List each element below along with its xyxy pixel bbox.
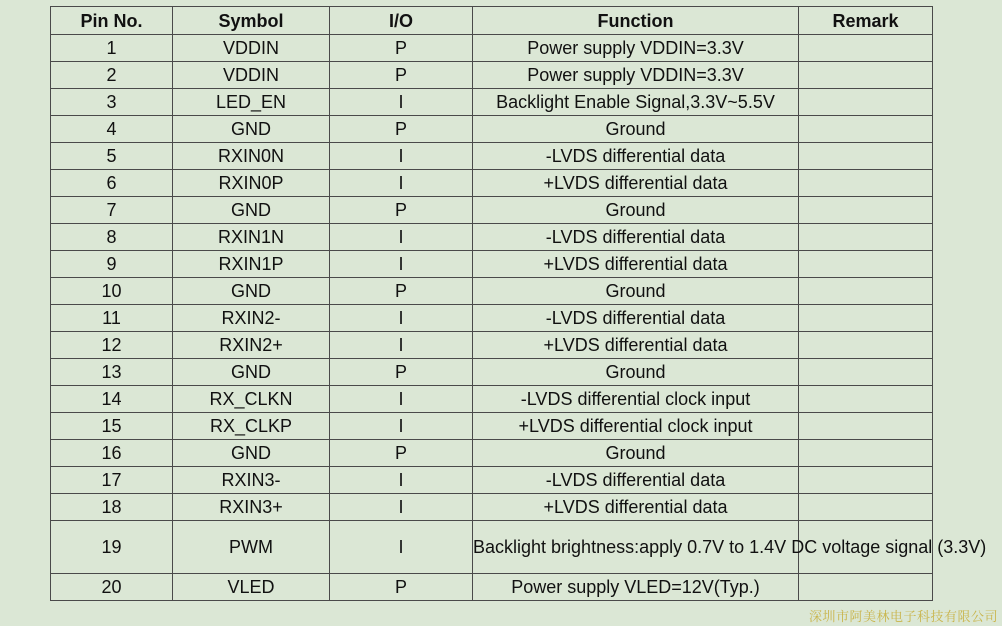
cell-symbol: RXIN2+: [173, 332, 330, 359]
header-remark: Remark: [799, 7, 933, 35]
cell-pin-no: 4: [51, 116, 173, 143]
table-row: [51, 521, 933, 574]
cell-function: Ground: [473, 278, 799, 305]
cell-remark: [799, 494, 933, 521]
company-watermark: 深圳市阿美林电子科技有限公司: [808, 610, 998, 625]
table-row: [51, 278, 933, 305]
cell-function: Power supply VDDIN=3.3V: [473, 35, 799, 62]
cell-pin-no: 19: [51, 521, 173, 574]
cell-function: +LVDS differential data: [473, 170, 799, 197]
cell-pin-no: 11: [51, 305, 173, 332]
cell-pin-no: 20: [51, 574, 173, 601]
table-row: [51, 494, 933, 521]
cell-symbol: RXIN1P: [173, 251, 330, 278]
cell-remark: [799, 413, 933, 440]
cell-symbol: RX_CLKN: [173, 386, 330, 413]
cell-symbol: GND: [173, 278, 330, 305]
header-function: Function: [473, 7, 799, 35]
header-pin-no: Pin No.: [51, 7, 173, 35]
cell-symbol: GND: [173, 359, 330, 386]
cell-symbol: RXIN2-: [173, 305, 330, 332]
cell-pin-no: 2: [51, 62, 173, 89]
cell-symbol: RXIN3-: [173, 467, 330, 494]
cell-pin-no: 17: [51, 467, 173, 494]
cell-symbol: RXIN1N: [173, 224, 330, 251]
table-row: [51, 413, 933, 440]
table-row: [51, 143, 933, 170]
cell-remark: [799, 170, 933, 197]
cell-symbol: VDDIN: [173, 62, 330, 89]
table-header-row: [51, 7, 933, 35]
cell-remark: [799, 574, 933, 601]
cell-function: Ground: [473, 197, 799, 224]
cell-io: P: [330, 440, 473, 467]
cell-function: +LVDS differential clock input: [473, 413, 799, 440]
table-row: [51, 224, 933, 251]
header-symbol: Symbol: [173, 7, 330, 35]
cell-function: Power supply VDDIN=3.3V: [473, 62, 799, 89]
cell-io: I: [330, 521, 473, 574]
cell-pin-no: 1: [51, 35, 173, 62]
cell-pin-no: 12: [51, 332, 173, 359]
cell-remark: [799, 386, 933, 413]
cell-remark: [799, 197, 933, 224]
cell-function: Power supply VLED=12V(Typ.): [473, 574, 799, 601]
cell-function: -LVDS differential data: [473, 224, 799, 251]
table-row: [51, 574, 933, 601]
table-row: [51, 170, 933, 197]
cell-io: P: [330, 278, 473, 305]
cell-symbol: GND: [173, 197, 330, 224]
cell-symbol: RXIN3+: [173, 494, 330, 521]
cell-remark: [799, 62, 933, 89]
cell-io: I: [330, 305, 473, 332]
cell-io: I: [330, 413, 473, 440]
cell-remark: [799, 89, 933, 116]
table-row: [51, 89, 933, 116]
table-row: [51, 251, 933, 278]
cell-io: P: [330, 197, 473, 224]
cell-function: Backlight brightness:apply 0.7V to 1.4V DC voltage signal (3.3V): [473, 521, 799, 574]
header-io: I/O: [330, 7, 473, 35]
cell-symbol: LED_EN: [173, 89, 330, 116]
cell-pin-no: 6: [51, 170, 173, 197]
cell-pin-no: 3: [51, 89, 173, 116]
cell-io: P: [330, 359, 473, 386]
cell-pin-no: 16: [51, 440, 173, 467]
cell-io: I: [330, 494, 473, 521]
table-row: [51, 305, 933, 332]
cell-symbol: VLED: [173, 574, 330, 601]
cell-pin-no: 18: [51, 494, 173, 521]
table-row: [51, 386, 933, 413]
cell-symbol: RXIN0N: [173, 143, 330, 170]
pin-assignment-table: [50, 6, 987, 601]
cell-function: -LVDS differential data: [473, 305, 799, 332]
cell-remark: [799, 143, 933, 170]
table-row: [51, 467, 933, 494]
cell-function: Ground: [473, 359, 799, 386]
cell-remark: [799, 35, 933, 62]
cell-function: Backlight Enable Signal,3.3V~5.5V: [473, 89, 799, 116]
cell-remark: [799, 359, 933, 386]
cell-io: I: [330, 143, 473, 170]
cell-remark: [799, 467, 933, 494]
cell-symbol: RX_CLKP: [173, 413, 330, 440]
cell-io: P: [330, 116, 473, 143]
cell-pin-no: 7: [51, 197, 173, 224]
cell-function: Ground: [473, 440, 799, 467]
table-row: [51, 332, 933, 359]
table-row: [51, 35, 933, 62]
cell-io: P: [330, 35, 473, 62]
cell-symbol: RXIN0P: [173, 170, 330, 197]
cell-remark: [799, 116, 933, 143]
cell-pin-no: 14: [51, 386, 173, 413]
cell-function: +LVDS differential data: [473, 251, 799, 278]
table-row: [51, 62, 933, 89]
cell-function: +LVDS differential data: [473, 494, 799, 521]
cell-function: -LVDS differential data: [473, 467, 799, 494]
cell-pin-no: 10: [51, 278, 173, 305]
cell-io: I: [330, 224, 473, 251]
cell-remark: [799, 305, 933, 332]
cell-function: -LVDS differential clock input: [473, 386, 799, 413]
cell-function: +LVDS differential data: [473, 332, 799, 359]
cell-io: I: [330, 467, 473, 494]
cell-remark: [799, 278, 933, 305]
cell-remark: [799, 224, 933, 251]
cell-pin-no: 5: [51, 143, 173, 170]
table-row: [51, 197, 933, 224]
cell-io: I: [330, 386, 473, 413]
cell-remark: [799, 332, 933, 359]
cell-remark: [799, 440, 933, 467]
cell-function: Ground: [473, 116, 799, 143]
cell-symbol: GND: [173, 116, 330, 143]
cell-io: I: [330, 332, 473, 359]
table-body: [51, 35, 987, 601]
table-row: [51, 359, 933, 386]
cell-symbol: VDDIN: [173, 35, 330, 62]
cell-pin-no: 15: [51, 413, 173, 440]
table-row: [51, 116, 933, 143]
cell-function: -LVDS differential data: [473, 143, 799, 170]
cell-pin-no: 8: [51, 224, 173, 251]
cell-symbol: PWM: [173, 521, 330, 574]
cell-io: I: [330, 170, 473, 197]
cell-io: I: [330, 251, 473, 278]
table-row: [51, 440, 933, 467]
cell-io: P: [330, 62, 473, 89]
cell-io: P: [330, 574, 473, 601]
cell-pin-no: 9: [51, 251, 173, 278]
cell-pin-no: 13: [51, 359, 173, 386]
cell-symbol: GND: [173, 440, 330, 467]
cell-remark: [799, 251, 933, 278]
cell-io: I: [330, 89, 473, 116]
